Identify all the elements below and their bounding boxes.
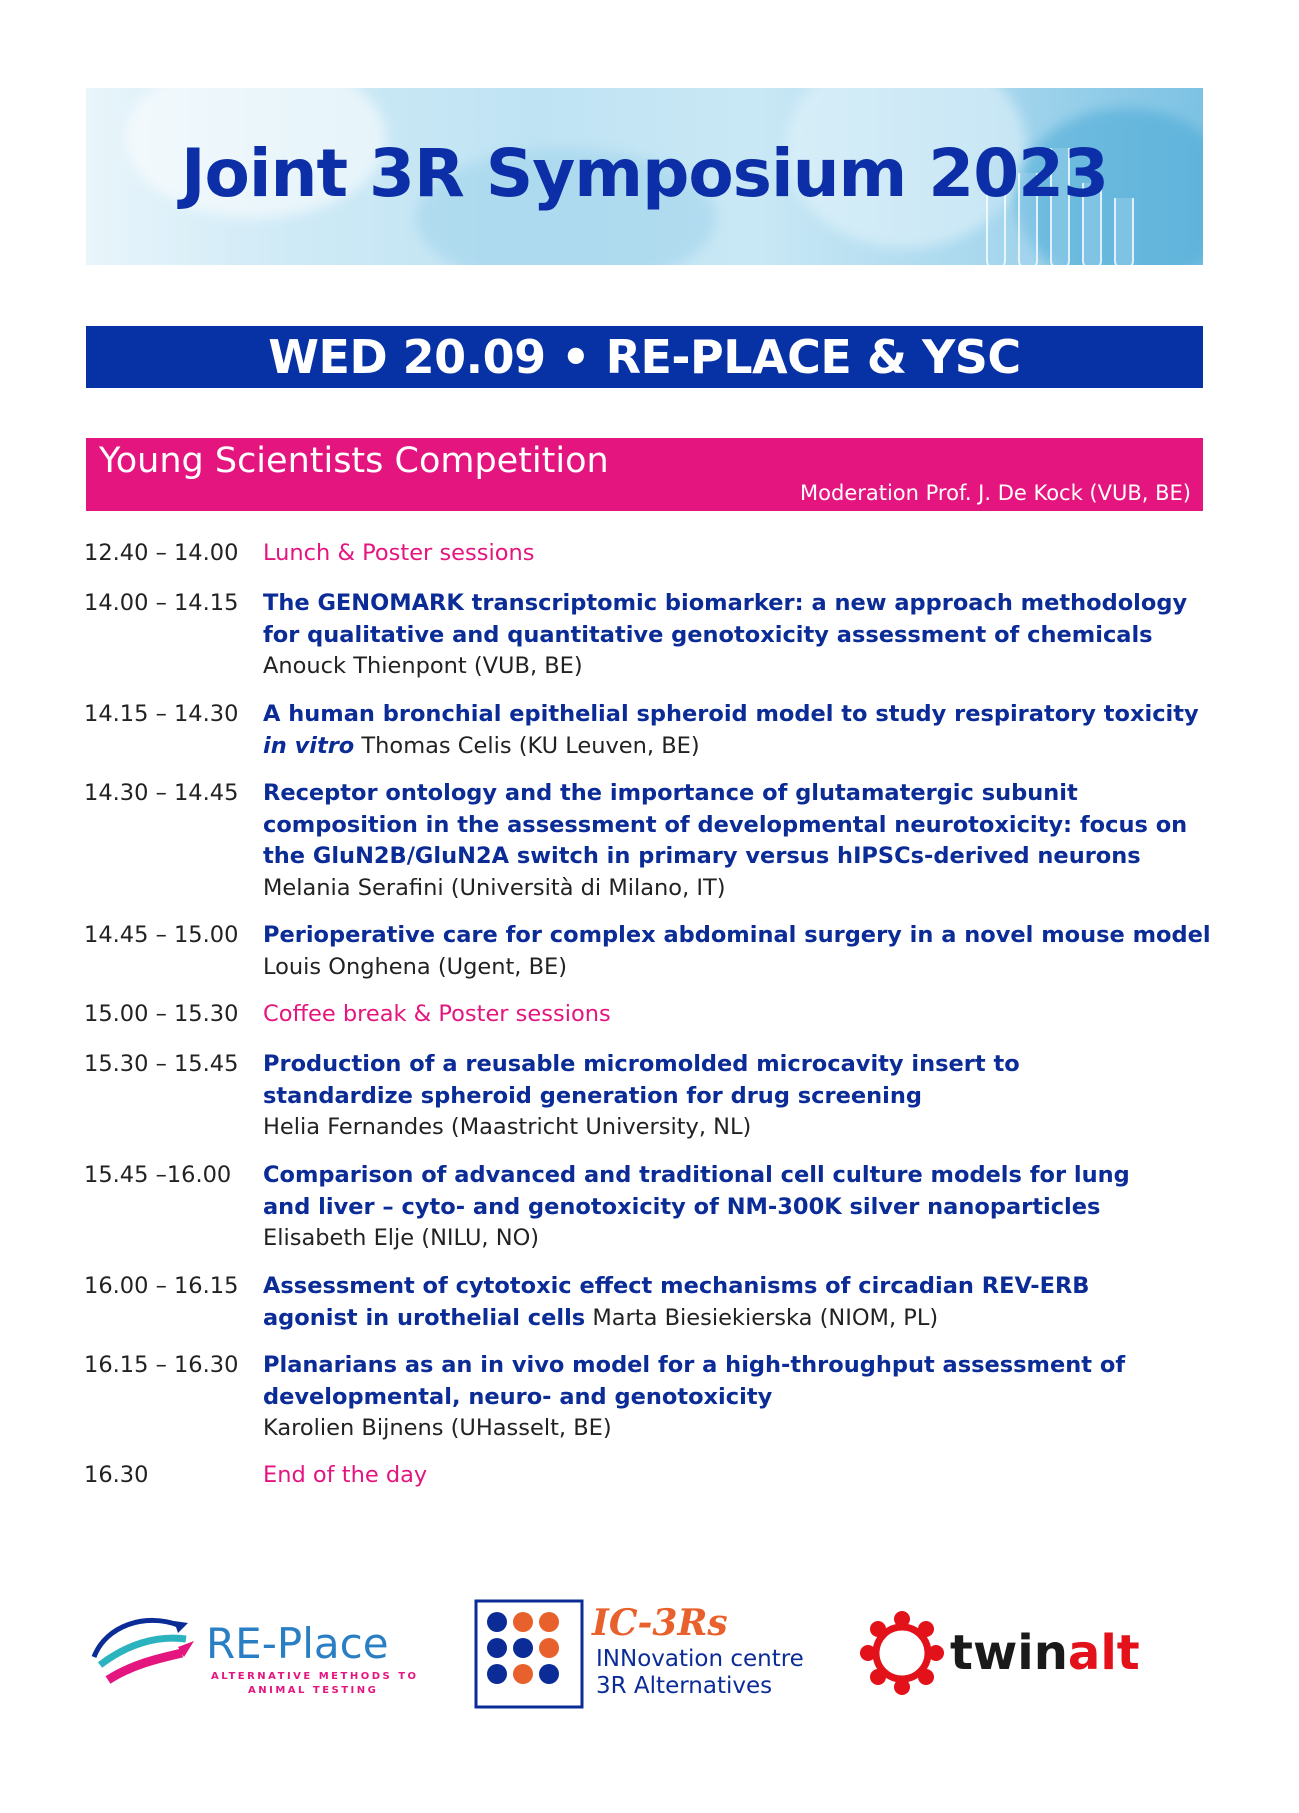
replace-logo	[94, 1619, 419, 1696]
time-slot: 12.40 – 14.00	[84, 540, 239, 566]
talk-title-line: Receptor ontology and the importance of glutamatergic subunit	[263, 780, 1078, 806]
speaker: Elisabeth Elje (NILU, NO)	[263, 1225, 540, 1251]
twinalt-ring-icon	[860, 1611, 944, 1695]
time-slot: 16.15 – 16.30	[84, 1352, 239, 1378]
replace-name: RE-Place	[206, 1619, 389, 1668]
header-banner	[86, 88, 1203, 265]
talk-title-line: developmental, neuro- and genotoxicity	[263, 1383, 773, 1410]
speaker: Karolien Bijnens (UHasselt, BE)	[263, 1415, 612, 1441]
ic3rs-dots-icon	[487, 1612, 559, 1684]
talk-title-line: Production of a reusable micromolded microcavity insert to	[263, 1051, 1020, 1077]
time-slot: 15.30 – 15.45	[84, 1051, 239, 1077]
talk-title-line: Comparison of advanced and traditional cell culture models for lung	[263, 1162, 1130, 1188]
talk-title-line: composition in the assessment of developmental neurotoxicity: focus on	[263, 811, 1188, 838]
partner-logos	[86, 1595, 1203, 1715]
logos-svg	[86, 1595, 1203, 1715]
speaker: Melania Serafini (Università di Milano, IT)	[263, 874, 726, 901]
speaker: Anouck Thienpont (VUB, BE)	[263, 653, 583, 679]
session-label: Coffee break & Poster sessions	[263, 1001, 611, 1027]
section-title: Young Scientists Competition	[99, 441, 609, 481]
session-label: Lunch & Poster sessions	[263, 540, 535, 566]
twinalt-name: twinalt	[950, 1625, 1140, 1681]
moderation-note: Moderation Prof. J. De Kock (VUB, BE)	[800, 481, 1191, 505]
talk-title-line: the GluN2B/GluN2A switch in primary versus hIPSCs-derived neurons	[263, 843, 1141, 869]
talk-title-line: standardize spheroid generation for drug screening	[263, 1082, 922, 1109]
ic3rs-logo	[476, 1601, 804, 1707]
time-slot: 14.45 – 15.00	[84, 922, 239, 948]
day-banner: WED 20.09 • RE-PLACE & YSC	[86, 326, 1203, 388]
talk-title-italic: in vitro	[263, 732, 355, 759]
replace-swoosh-icon	[94, 1620, 194, 1680]
ic3rs-line: 3R Alternatives	[596, 1673, 773, 1699]
page-title: Joint 3R Symposium 2023	[180, 135, 1108, 212]
time-slot: 16.00 – 16.15	[84, 1273, 239, 1299]
talk-title-line: Planarians as an in vivo model for a high-throughput assessment of	[263, 1352, 1126, 1378]
time-slot: 15.45 –16.00	[84, 1162, 232, 1188]
talk-title-line: The GENOMARK transcriptomic biomarker: a new approach methodology	[263, 590, 1188, 616]
talk-title-line: Perioperative care for complex abdominal surgery in a novel mouse model	[263, 922, 1211, 948]
time-slot: 14.30 – 14.45	[84, 780, 239, 806]
twinalt-logo	[860, 1611, 1140, 1695]
session-label: End of the day	[263, 1462, 428, 1488]
talk-title-line: A human bronchial epithelial spheroid model to study respiratory toxicity	[263, 701, 1199, 727]
talk-title-line: agonist in urothelial cells	[263, 1304, 586, 1331]
speaker: Helia Fernandes (Maastricht University, NL)	[263, 1114, 752, 1140]
speaker: Louis Onghena (Ugent, BE)	[263, 953, 568, 980]
ic3rs-name: IC-3Rs	[592, 1602, 728, 1644]
time-slot: 14.15 – 14.30	[84, 701, 239, 727]
ic3rs-line: INNovation centre	[596, 1646, 804, 1672]
section-header	[86, 438, 1203, 511]
replace-tagline: ANIMAL TESTING	[248, 1685, 379, 1696]
talk-title-line: Assessment of cytotoxic effect mechanisms of circadian REV-ERB	[263, 1273, 1090, 1299]
speaker: Thomas Celis (KU Leuven, BE)	[354, 732, 700, 759]
time-slot: 14.00 – 14.15	[84, 590, 239, 616]
talk-title-line: and liver – cyto- and genotoxicity of NM-300K silver nanoparticles	[263, 1193, 1101, 1220]
talk-title-line: for qualitative and quantitative genotoxicity assessment of chemicals	[263, 621, 1153, 648]
time-slot: 15.00 – 15.30	[84, 1001, 239, 1027]
replace-tagline: ALTERNATIVE METHODS TO	[211, 1671, 419, 1682]
speaker: Marta Biesiekierska (NIOM, PL)	[585, 1304, 939, 1331]
time-slot: 16.30	[84, 1462, 149, 1488]
